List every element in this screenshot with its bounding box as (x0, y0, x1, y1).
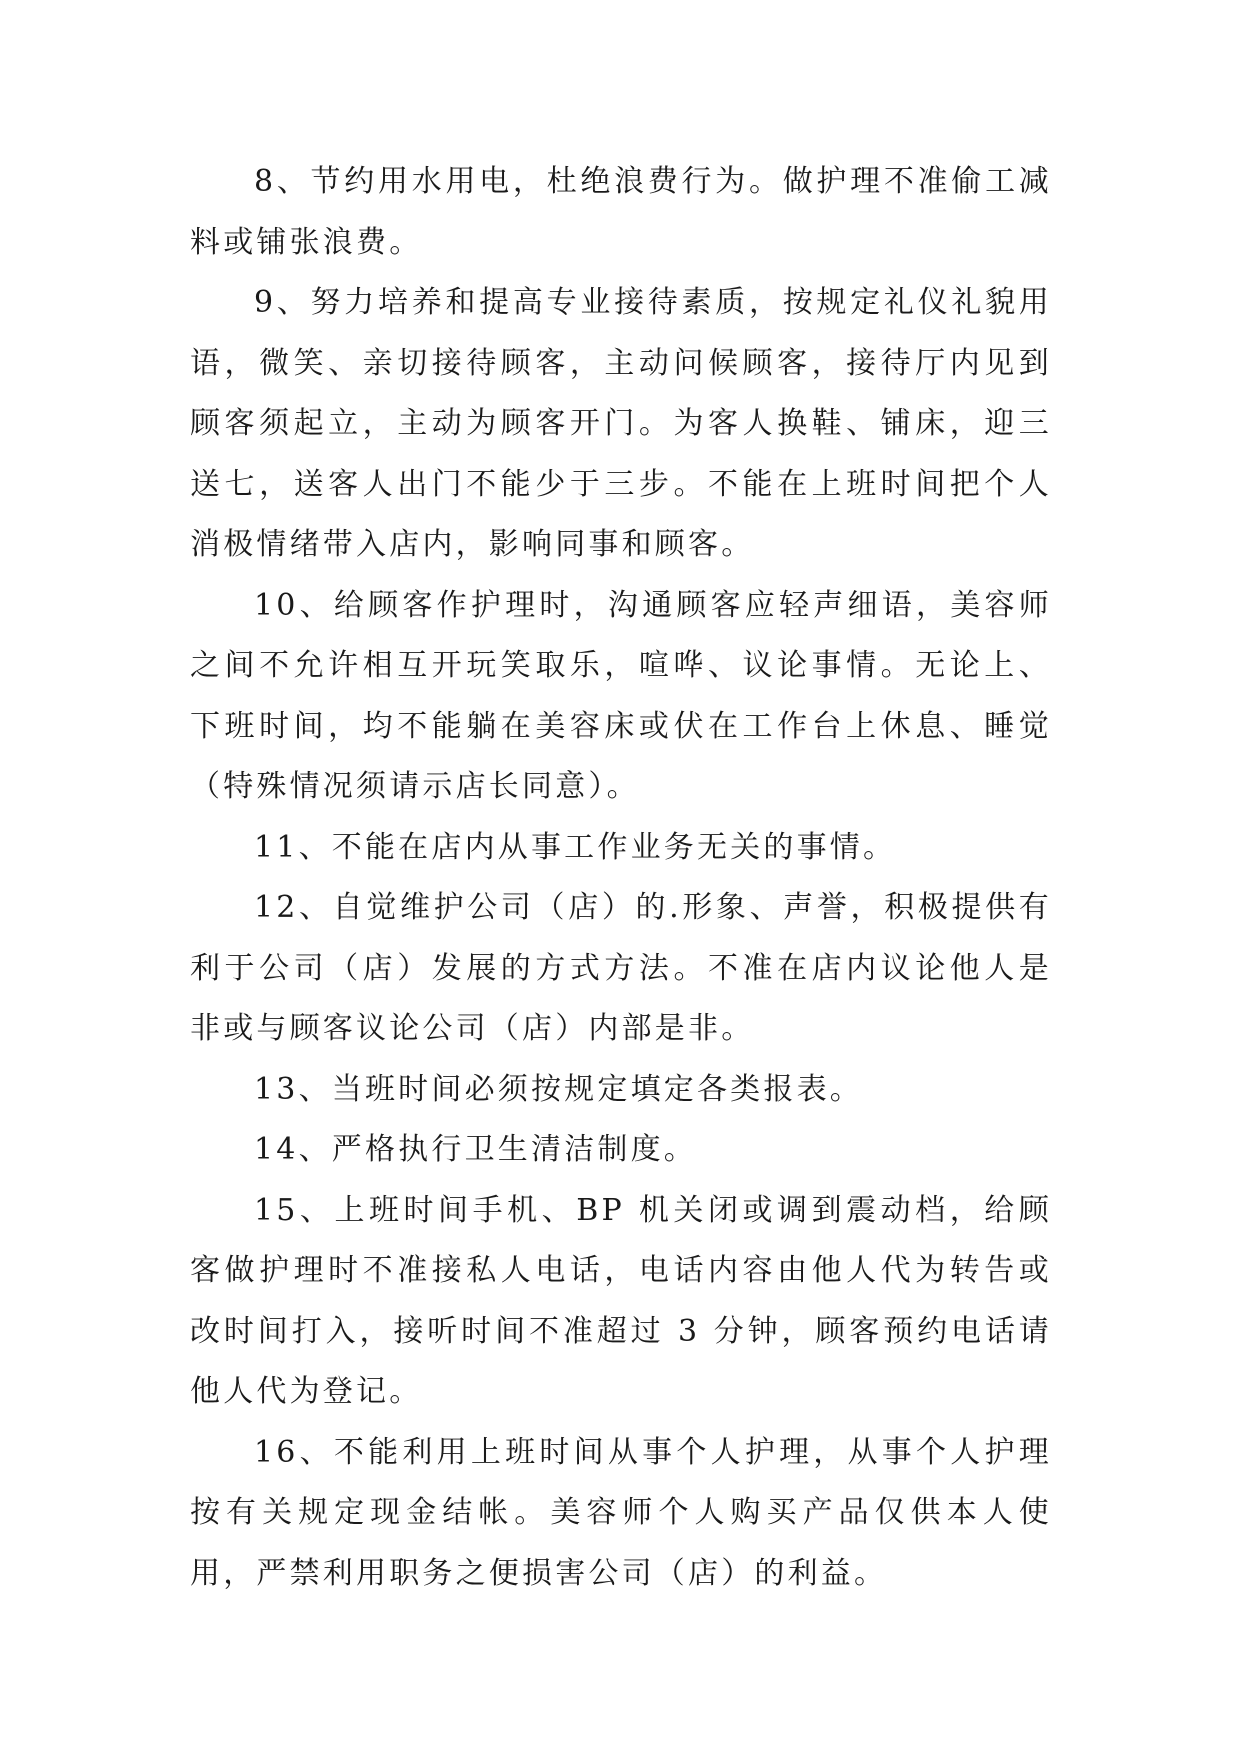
document-body (190, 152, 1052, 1604)
rule-paragraph-9: 9、努力培养和提高专业接待素质，按规定礼仪礼貌用语，微笑、亲切接待顾客，主动问候顾客，接待厅内见到顾客须起立，主动为顾客开门。为客人换鞋、铺床，迎三送七，送客人出门不能少于三步。不能在上班时间把个人消极情绪带入店内，影响同事和顾客。 (190, 285, 1052, 562)
rule-paragraph-15: 15、上班时间手机、BP 机关闭或调到震动档，给顾客做护理时不准接私人电话，电话内容由他人代为转告或改时间打入，接听时间不准超过 3 分钟，顾客预约电话请他人代为登记。 (190, 1192, 1052, 1409)
rule-paragraph-11: 11、不能在店内从事工作业务无关的事情。 (254, 829, 897, 865)
rule-paragraph-13: 13、当班时间必须按规定填定各类报表。 (254, 1071, 863, 1107)
rule-paragraph-10: 10、给顾客作护理时，沟通顾客应轻声细语，美容师之间不允许相互开玩笑取乐，喧哗、议论事情。无论上、下班时间，均不能躺在美容床或伏在工作台上休息、睡觉（特殊情况须请示店长同意）。 (190, 587, 1052, 804)
rule-paragraph-12: 12、自觉维护公司（店）的.形象、声誉，积极提供有利于公司（店）发展的方式方法。不准在店内议论他人是非或与顾客议论公司（店）内部是非。 (190, 890, 1052, 1046)
rule-paragraph-14: 14、严格执行卫生清洁制度。 (254, 1132, 697, 1167)
rule-paragraph-8: 8、节约用水用电，杜绝浪费行为。做护理不准偷工减料或铺张浪费。 (190, 164, 1052, 260)
rule-paragraph-16: 16、不能利用上班时间从事个人护理，从事个人护理按有关规定现金结帐。美容师个人购买产品仅供本人使用，严禁利用职务之便损害公司（店）的利益。 (190, 1434, 1052, 1591)
